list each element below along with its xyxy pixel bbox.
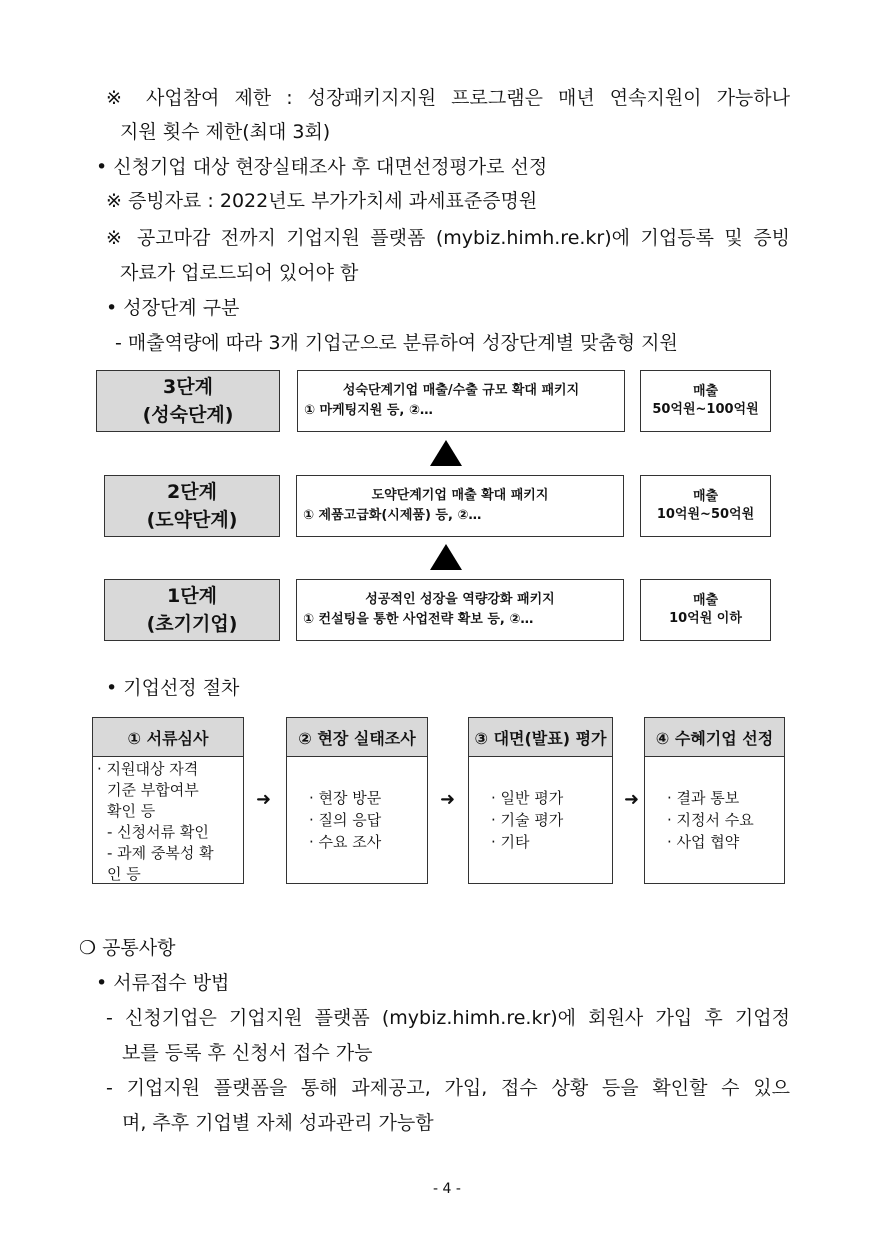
stage-1-revenue-label: 매출 (692, 593, 719, 608)
list-item: · 지원대상 자격 (97, 760, 199, 778)
submission-desc-1: - 신청기업은 기업지원 플랫폼 (mybiz.himh.re.kr)에 회원사 가입 후 기업정 (106, 1007, 790, 1029)
submission-desc-1-cont: 보를 등록 후 신청서 접수 가능 (122, 1042, 373, 1064)
stage-2-label (104, 475, 280, 537)
process-step-4 (644, 717, 785, 884)
process-step-1 (92, 717, 244, 884)
stage-1-package-title: 성공적인 성장을 역량강화 패키지 (365, 592, 555, 607)
list-item: · 질의 응답 (309, 811, 382, 829)
stage-3-revenue-range: 50억원~100억원 (652, 402, 759, 417)
stage-1-title: 1단계 (167, 585, 217, 607)
process-step-2 (286, 717, 428, 884)
stage-2-title: 2단계 (167, 481, 217, 503)
bullet-selection-procedure: • 기업선정 절차 (106, 677, 240, 699)
list-item: · 수요 조사 (309, 833, 382, 851)
stage-3-package (297, 370, 625, 432)
stage-2-package-items: ① 제품고급화(시제품) 등, ②… (303, 508, 482, 523)
list-item: · 현장 방문 (309, 789, 382, 807)
stage-3-subtitle: (성숙단계) (142, 404, 234, 426)
stage-1-revenue-range: 10억원 이하 (669, 611, 742, 626)
process-step-4-title: ④ 수혜기업 선정 (645, 718, 784, 757)
list-item: · 기술 평가 (491, 811, 564, 829)
stage-1-label (104, 579, 280, 641)
note-participation-limit-cont: 지원 횟수 제한(최대 3회) (120, 121, 331, 143)
note-deadline: ※ 공고마감 전까지 기업지원 플랫폼 (mybiz.himh.re.kr)에 기업등록 및 증빙 (106, 227, 790, 249)
list-item: · 사업 협약 (667, 833, 740, 851)
stage-2-revenue-range: 10억원~50억원 (656, 507, 755, 522)
bullet-submission-method: • 서류접수 방법 (96, 972, 230, 994)
stage-1-revenue (640, 579, 771, 641)
section-heading-common: ❍ 공통사항 (79, 937, 176, 959)
process-step-3-title: ③ 대면(발표) 평가 (469, 718, 612, 757)
list-item: · 기타 (491, 833, 530, 851)
up-triangle-icon (430, 440, 462, 466)
stage-1-package (296, 579, 624, 641)
stage-3-revenue (640, 370, 771, 432)
up-triangle-icon (430, 544, 462, 570)
stage-2-package (296, 475, 624, 537)
stage-2-revenue-label: 매출 (692, 489, 719, 504)
arrow-right-icon: ➜ (624, 789, 640, 810)
list-item: 인 등 (107, 865, 141, 883)
page-number: - 4 - (433, 1181, 461, 1197)
note-participation-limit: ※ 사업참여 제한 : 성장패키지지원 프로그램은 매년 연속지원이 가능하나 (106, 87, 790, 109)
note-deadline-cont: 자료가 업로드되어 있어야 함 (120, 262, 359, 284)
stage-3-revenue-label: 매출 (692, 384, 719, 399)
stage-3-package-items: ① 마케팅지원 등, ②… (304, 403, 433, 418)
stage-3-label (96, 370, 280, 432)
list-item: 기준 부합여부 (107, 781, 199, 799)
stage-2-revenue (640, 475, 771, 537)
stage-1-package-items: ① 컨설팅을 통한 사업전략 확보 등, ②… (303, 612, 534, 627)
note-evidence: ※ 증빙자료 : 2022년도 부가가치세 과세표준증명원 (106, 190, 538, 212)
arrow-right-icon: ➜ (440, 789, 456, 810)
submission-desc-2: - 기업지원 플랫폼을 통해 과제공고, 가입, 접수 상황 등을 확인할 수 있으 (106, 1077, 790, 1099)
stage-1-subtitle: (초기기업) (146, 613, 238, 635)
stage-2-subtitle: (도약단계) (146, 509, 238, 531)
stage-3-title: 3단계 (163, 376, 213, 398)
list-item: · 지정서 수요 (667, 811, 754, 829)
list-item: - 과제 중복성 확 (107, 844, 214, 862)
process-step-1-title: ① 서류심사 (93, 718, 243, 757)
bullet-selection-method: • 신청기업 대상 현장실태조사 후 대면선정평가로 선정 (96, 156, 548, 178)
arrow-right-icon: ➜ (256, 789, 272, 810)
list-item: · 일반 평가 (491, 789, 564, 807)
stage-2-package-title: 도약단계기업 매출 확대 패키지 (371, 488, 549, 503)
list-item: - 신청서류 확인 (107, 823, 209, 841)
stage-3-package-title: 성숙단계기업 매출/수출 규모 확대 패키지 (342, 383, 580, 398)
growth-stage-desc: - 매출역량에 따라 3개 기업군으로 분류하여 성장단계별 맞춤형 지원 (115, 332, 678, 354)
list-item: · 결과 통보 (667, 789, 740, 807)
list-item: 확인 등 (107, 802, 156, 820)
process-step-3 (468, 717, 613, 884)
process-step-2-title: ② 현장 실태조사 (287, 718, 427, 757)
bullet-growth-stage: • 성장단계 구분 (106, 297, 240, 319)
submission-desc-2-cont: 며, 추후 기업별 자체 성과관리 가능함 (122, 1112, 434, 1134)
